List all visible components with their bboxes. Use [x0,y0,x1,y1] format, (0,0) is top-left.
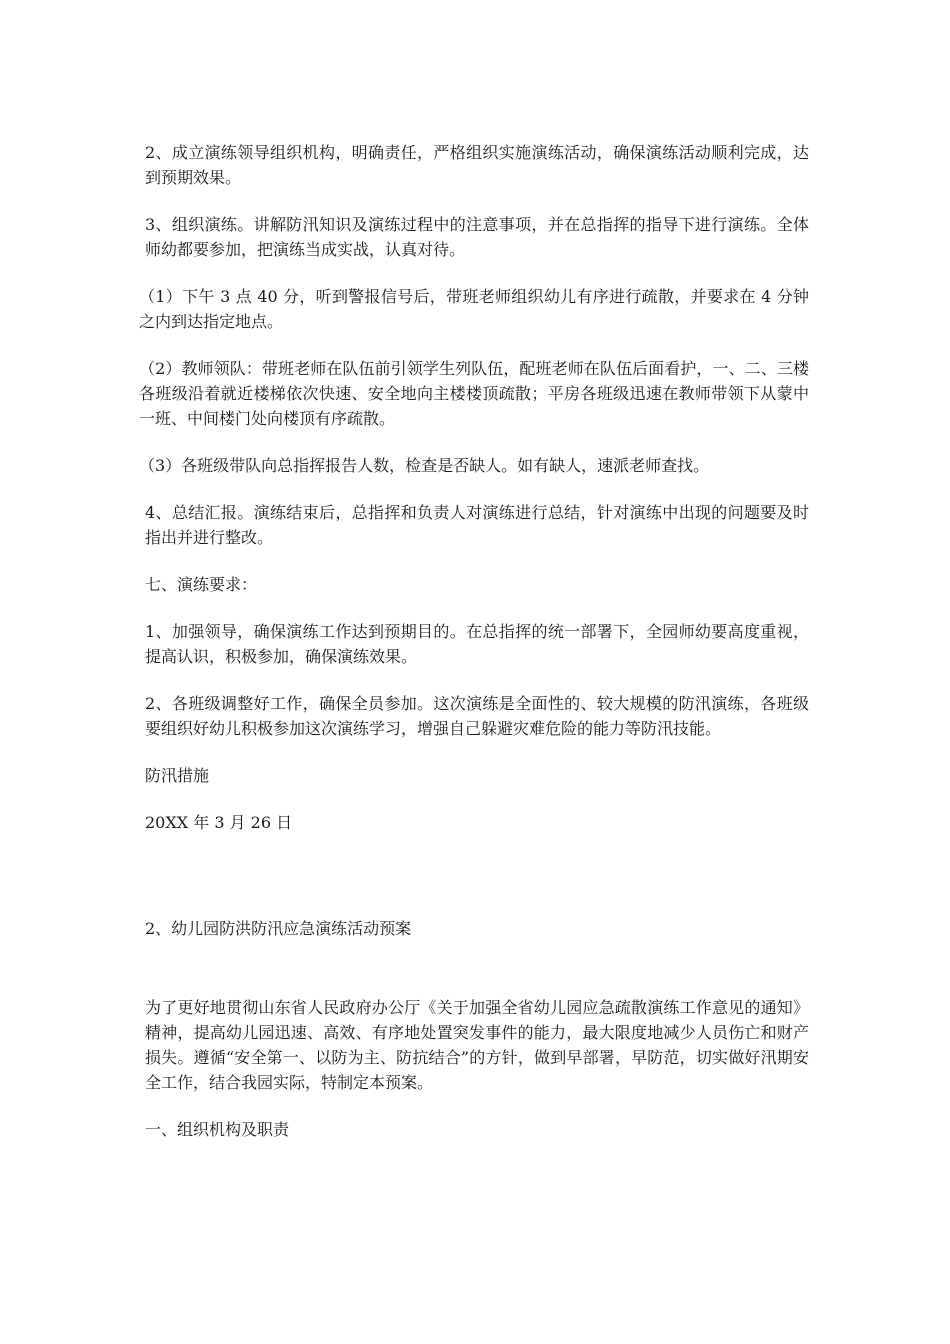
paragraph-full-participation: 2、各班级调整好工作，确保全员参加。这次演练是全面性的、较大规模的防汛演练，各班级要组织好幼儿积极参加这次演练学习，增强自己躲避灾难危险的能力等防汛技能。 [145,694,809,738]
paragraph-headcount: （3）各班级带队向总指挥报告人数，检查是否缺人。如有缺人，速派老师查找。 [139,456,710,475]
document-page [139,140,809,1164]
document-date: 20XX 年 3 月 26 日 [145,813,293,832]
paragraph-drill-leadership: 2、成立演练领导组织机构，明确责任，严格组织实施演练活动，确保演练活动顺利完成，达到预期效果。 [145,143,809,187]
section-heading-organization: 一、组织机构及职责 [145,1120,290,1139]
paragraph-introduction: 为了更好地贯彻山东省人民政府办公厅《关于加强全省幼儿园应急疏散演练工作意见的通知》精神，提高幼儿园迅速、高效、有序地处置突发事件的能力，最大限度地减少人员伤亡和财产损失。遵循“安全第一、以防为主、防抗结合”的方针，做到早部署，早防范，切实做好汛期安全工作，结合我园实际，特制定本预案。 [145,998,809,1092]
section-heading-drill-requirements: 七、演练要求： [145,575,258,594]
paragraph-alarm-evacuation: （1）下午 3 点 40 分，听到警报信号后，带班老师组织幼儿有序进行疏散，并要求在 4 分钟之内到达指定地点。 [139,287,809,331]
paragraph-summary-report: 4、总结汇报。演练结束后，总指挥和负责人对演练进行总结，针对演练中出现的问题要及时指出并进行整改。 [145,503,809,547]
paragraph-organize-drill: 3、组织演练。讲解防汛知识及演练过程中的注意事项，并在总指挥的指导下进行演练。全体师幼都要参加，把演练当成实战，认真对待。 [145,215,809,259]
paragraph-strengthen-leadership: 1、加强领导，确保演练工作达到预期目的。在总指挥的统一部署下，全园师幼要高度重视，提高认识，积极参加，确保演练效果。 [145,622,809,666]
paragraph-flood-measures: 防汛措施 [145,766,210,785]
document-title: 2、幼儿园防洪防汛应急演练活动预案 [145,919,412,938]
paragraph-teacher-lead: （2）教师领队：带班老师在队伍前引领学生列队伍，配班老师在队伍后面看护，一、二、三楼各班级沿着就近楼梯依次快速、安全地向主楼楼顶疏散；平房各班级迅速在教师带领下从蒙中一班、中间楼门处向楼顶有序疏散。 [139,359,809,428]
